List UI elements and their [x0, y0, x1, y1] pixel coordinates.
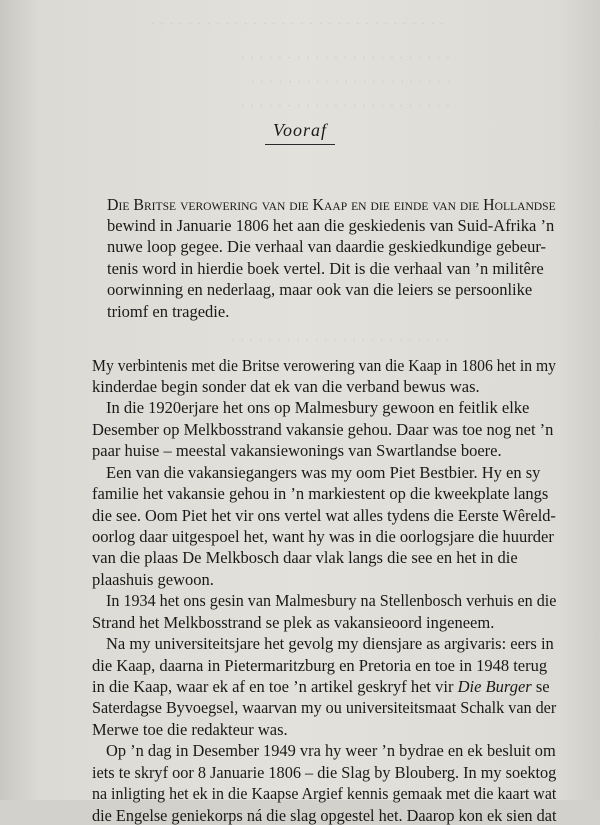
body-line: die Kaap, daarna in Pietermaritzburg en Pretoria en toe in 1948 terug — [92, 656, 548, 675]
body-line: van die plaas De Melkbosch daar vlak langs die see en het in die — [92, 548, 518, 567]
body-line-tail: se — [535, 677, 550, 696]
intro-line: triomf en tragedie. — [107, 302, 230, 321]
body-line: die see. Oom Piet het vir ons vertel wat alles tydens die Eerste Wêreld- — [92, 506, 556, 525]
body-line: Na my universiteitsjare het gevolg my diensjare as argivaris: eers in — [106, 634, 554, 653]
body-line: Strand het Melkbosstrand se plek as vakansieoord ingeneem. — [92, 613, 495, 632]
intro-line-lead: Die Britse verowering van die Kaap en die einde van die Hollandse — [107, 195, 556, 214]
intro-line: tenis word in hierdie boek vertel. Dit is die verhaal van ’n militêre — [107, 259, 544, 278]
body-line: die Engelse geniekorps ná die slag opgestel het. Daarop kon ek sien dat — [92, 806, 557, 825]
body-line: kinderdae begin sonder dat ek van die verband bewus was. — [92, 377, 480, 396]
intro-line: nuwe loop gegee. Die verhaal van daardie geskiedkundige gebeur- — [107, 237, 547, 256]
page-heading — [0, 120, 600, 145]
intro-line: oorwinning en nederlaag, maar ook van die leiers se persoonlike — [107, 280, 533, 299]
body-line: familie het vakansie gehou in ’n markiestent op die kweekplate langs — [92, 484, 549, 503]
body-line: My verbintenis met die Britse verowering van die Kaap in 1806 het in my — [92, 356, 557, 375]
body-line: Merwe toe die redakteur was. — [92, 720, 288, 739]
show-through-text: · · · · · · · · · · · · · · · · · · · · · · · · · · · · · · · · · · · · · · · · · · · · · · · · · · · · · · · · · · · · · · · · · · · · · · · · · · · · · · · · · · · · · · · · · · · · · · · · · · · · · · · · · · · · · · · · · · · · · · · · · · · · — [150, 16, 452, 349]
body-line: Op ’n dag in Desember 1949 vra hy weer ’n bydrae en ek besluit om — [106, 741, 556, 760]
body-line: In die 1920erjare het ons op Malmesbury gewoon en feitlik elke — [106, 398, 530, 417]
heading-text: Vooraf — [265, 120, 335, 145]
body-line: Saterdagse Byvoegsel, waarvan my ou universiteitsmaat Schalk van der — [92, 698, 557, 717]
body-line: plaashuis gewoon. — [92, 570, 214, 589]
body-line: paar huise – meestal vakansiewonings van Swartlandse boere. — [92, 441, 502, 460]
body-line: na inligting het ek in die Kaapse Argief kennis gemaak met die kaart wat — [92, 784, 557, 803]
body-line — [92, 677, 550, 696]
body-line-text: in die Kaap, waar ek af en toe ’n artikel geskryf het vir — [92, 677, 454, 696]
body-line: Een van die vakansiegangers was my oom Piet Bestbier. Hy en sy — [106, 463, 541, 482]
newspaper-title: Die Burger — [457, 677, 532, 696]
body-line: oorlog daar uitgespoel het, want hy was in die oorlogsjare die huurder — [92, 527, 554, 546]
body-line: Desember op Melkbosstrand vakansie gehou. Daar was toe nog net ’n — [92, 420, 554, 439]
body-line: In 1934 het ons gesin van Malmesbury na Stellenbosch verhuis en die — [106, 591, 557, 610]
intro-line: bewind in Januarie 1806 het aan die geskiedenis van Suid-Afrika ’n — [107, 216, 555, 235]
body-line: iets te skryf oor 8 Januarie 1806 – die Slag by Blouberg. In my soektog — [92, 763, 557, 782]
